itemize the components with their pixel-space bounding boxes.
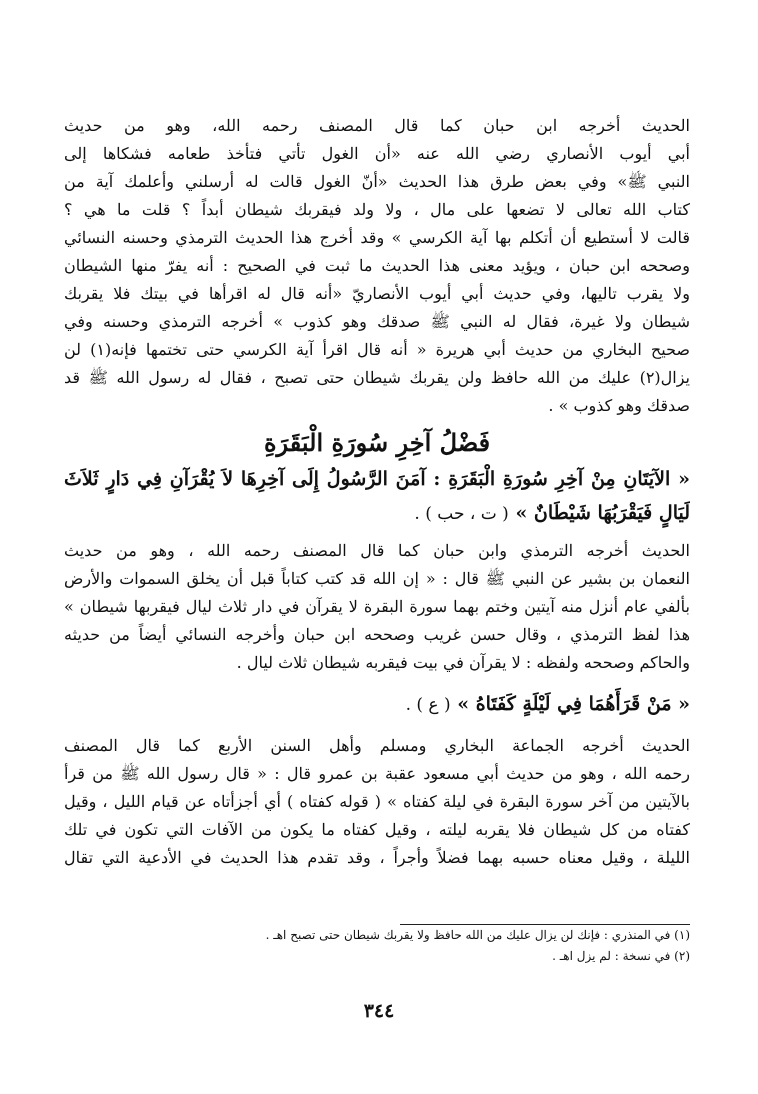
text-line: ولا يقرب تاليها، وفي حديث أبي أيوب الأنصاريّ «أنه قال له اقرأها في بيتك فلا يقربك <box>64 284 690 303</box>
footnote-2: (٢) في نسخة : لم يزل اهـ . <box>552 949 690 963</box>
text-line: الليلة ، وقيل معناه حسبه بهما فضلاً وأجراً ، وقد تقدم هذا الحديث في الأدعية التي تقال <box>64 848 690 867</box>
paragraph-2 <box>64 537 690 677</box>
footnotes <box>64 924 690 967</box>
verse-line <box>64 496 690 531</box>
verse-reference: ( ع ) . <box>405 695 451 715</box>
section-heading: فَضْلُ آخِرِ سُورَةِ الْبَقَرَةِ <box>263 428 491 457</box>
text-line: رحمه الله ، وهو من حديث أبي مسعود عقبة بن عمرو قال : « قال رسول الله ﷺ من قرأ <box>64 764 690 783</box>
text-line: الحديث أخرجه الترمذي وابن حبان كما قال المصنف رحمه الله ، وهو من حديث <box>64 541 690 560</box>
verse-text: لَيَالٍ فَيَقْرَبُهَا شَيْطَانٌ » <box>515 502 690 524</box>
verse-reference: ( ت ، حب ) . <box>414 504 509 524</box>
footnote-1: (١) في المنذري : فإنك لن يزال عليك من الله حافظ ولا يقربك شيطان حتى تصبح اهـ . <box>265 928 690 942</box>
text-line: صدقك وهو كذوب » . <box>548 396 690 415</box>
text-line: صحيح البخاري من حديث أبي هريرة « أنه قال اقرأ آية الكرسي حتى تختمها فإنه(١) لن <box>64 340 690 359</box>
hadith-verse-2 <box>64 687 690 722</box>
text-line: بألفي عام أنزل منه آيتين وختم بهما سورة البقرة لا يقرآن في دار ثلاث ليال فيقربها شيطان » <box>64 597 690 616</box>
text-line: يزال(٢) عليك من الله حافظ ولن يقربك شيطان حتى تصبح ، فقال له رسول الله ﷺ قد <box>64 368 690 387</box>
text-line: وصححه ابن حبان ، ويؤيد معنى هذا الحديث ما ثبت في الصحيح : أنه يفرّ منها الشيطان <box>64 256 690 275</box>
text-line: هذا لفظ الترمذي ، وقال حسن غريب وصححه ابن حبان وأخرجه النسائي أيضاً من حديثه <box>64 625 690 644</box>
paragraph-1 <box>64 112 690 420</box>
text-line: الحديث أخرجه الجماعة البخاري ومسلم وأهل السنن الأربع كما قال المصنف <box>64 736 690 755</box>
text-line: شيطان ولا غيرة، فقال له النبي ﷺ صدقك وهو كذوب » أخرجه الترمذي وحسنه وفي <box>64 312 690 331</box>
text-line: النبي ﷺ» وفي بعض طرق هذا الحديث «أنّ الغول قالت له أرسلني وأعلمك آية من <box>64 172 690 191</box>
text-line: كتاب الله تعالى لا تضعها على مال ، ولا ولد فيقربك شيطان أبداً ؟ قلت ما هي ؟ <box>64 200 690 219</box>
text-line: النعمان بن بشير عن النبي ﷺ قال : « إن الله قد كتب كتاباً قبل أن يخلق السموات والأرض <box>64 569 690 588</box>
verse-line: « الآيَتَانِ مِنْ آخِرِ سُورَةِ الْبَقَرَةِ : آمَنَ الرَّسُولُ إِلَى آخِرِهَا لاَ يُقْرَآنِ فِي دَارٍ ثَلاَثَ <box>64 468 690 490</box>
page-number: ٣٤٤ <box>363 1000 395 1022</box>
text-line: والحاكم وصححه ولفظه : لا يقرآن في بيت فيقربه شيطان ثلاث ليال . <box>236 653 690 672</box>
paragraph-3 <box>64 732 690 872</box>
hadith-verse-1 <box>64 462 690 531</box>
verse-text: « مَنْ قَرَأَهُمَا فِي لَيْلَةٍ كَفَتَاهُ » <box>457 693 690 715</box>
text-line: أبي أيوب الأنصاري رضي الله عنه «أن الغول تأتي فتأخذ طعامه فشكاها إلى <box>64 144 690 163</box>
verse-line <box>64 687 690 722</box>
text-line: كفتاه من كل شيطان فلا يقربه ليلته ، وقيل كفتاه ما يكون من الآفات التي تكون في تلك <box>64 820 690 839</box>
text-line: قالت لا أستطيع أن أتكلم بها آية الكرسي » وقد أخرج هذا الحديث الترمذي وحسنه النسائي <box>64 228 690 247</box>
text-line: بالآيتين من آخر سورة البقرة في ليلة كفتاه » ( قوله كفتاه ) أي أجزأتاه عن قيام الليل ، وقيل <box>64 792 690 811</box>
text-line: الحديث أخرجه ابن حبان كما قال المصنف رحمه الله، وهو من حديث <box>64 116 690 135</box>
